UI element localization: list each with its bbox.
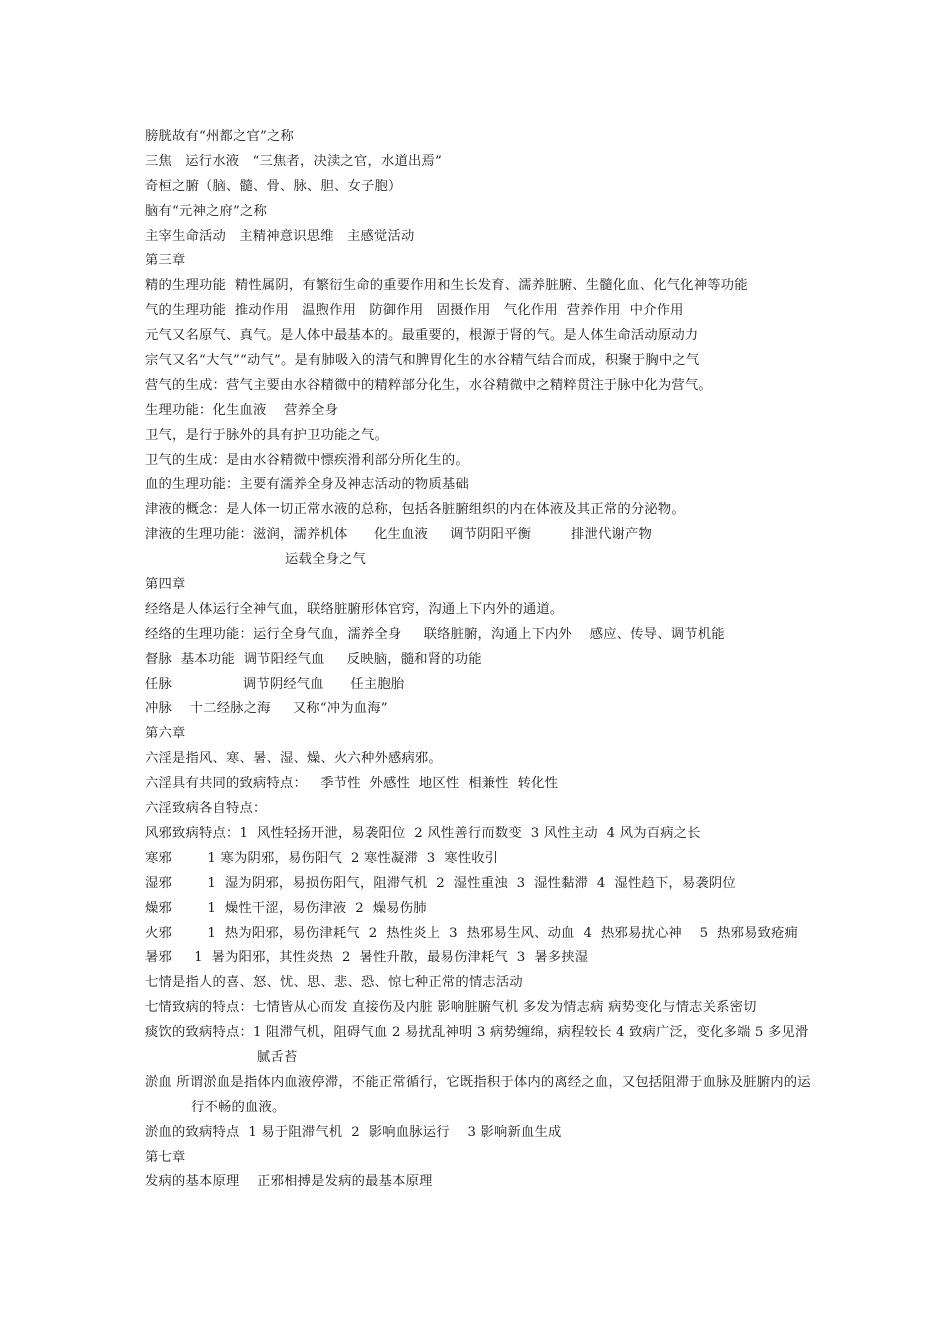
text-line: 湿邪 1 湿为阴邪，易损伤阳气，阻滞气机 2 湿性重浊 3 湿性黏滞 4 湿性趋下，易袭阴位 (145, 875, 736, 891)
text-line: 六淫是指风、寒、暑、湿、燥、火六种外感病邪。 (145, 751, 442, 767)
text-line: 生理功能：化生血液 营养全身 (145, 402, 339, 418)
chapter-heading: 第四章 (145, 577, 186, 593)
text-line: 营气的生成：营气主要由水谷精微中的精粹部分化生，水谷精微中之精粹贯注于脉中化为营气。 (145, 377, 712, 393)
text-line: 精的生理功能 精性属阴，有繁衍生命的重要作用和生长发育、濡养脏腑、生髓化血、化气化神等功能 (145, 278, 748, 294)
text-line: 卫气，是行于脉外的具有护卫功能之气。 (145, 427, 388, 443)
text-line: 寒邪 1 寒为阴邪，易伤阳气 2 寒性凝滞 3 寒性收引 (145, 850, 499, 866)
text-paragraph: 痰饮的致病特点：1 阻滞气机，阻碍气血 2 易扰乱神明 3 病势缠绵，病程较长 4 致病广泛，变化多端 5 多见滑腻舌苔 (145, 1025, 809, 1065)
text-line-indented: 运载全身之气 (285, 552, 366, 568)
text-line: 津液的生理功能：滋润，濡养机体 化生血液 调节阴阳平衡 排泄代谢产物 (145, 527, 652, 543)
text-line: 淤血的致病特点 1 易于阻滞气机 2 影响血脉运行 3 影响新血生成 (145, 1124, 562, 1140)
text-line: 七情是指人的喜、怒、忧、思、悲、恐、惊七种正常的情志活动 (145, 975, 523, 991)
text-line: 任脉 调节阴经气血 任主胞胎 (145, 676, 405, 692)
text-line: 经络的生理功能：运行全身气血，濡养全身 联络脏腑，沟通上下内外 感应、传导、调节机能 (145, 626, 725, 642)
text-paragraph: 淤血 所谓淤血是指体内血液停滞，不能正常循行，它既指积于体内的离经之血，又包括阻滞于血脉及脏腑内的运行不畅的血液。 (145, 1074, 811, 1115)
chapter-heading: 第三章 (145, 253, 186, 269)
text-line: 督脉 基本功能 调节阳经气血 反映脑，髓和肾的功能 (145, 651, 482, 667)
text-line: 燥邪 1 燥性干涩，易伤津液 2 燥易伤肺 (145, 900, 427, 916)
text-line: 风邪致病特点：1 风性轻扬开泄，易袭阳位 2 风性善行而数变 3 风性主动 4 风为百病之长 (145, 825, 701, 841)
text-line: 膀胱故有“州都之官”之称 (145, 129, 294, 144)
text-line: 气的生理功能 推动作用 温煦作用 防御作用 固摄作用 气化作用 营养作用 中介作用 (145, 303, 684, 319)
text-line: 六淫致病各自特点： (145, 801, 267, 817)
text-line: 经络是人体运行全神气血，联络脏腑形体官窍，沟通上下内外的通道。 (145, 601, 564, 617)
text-line: 血的生理功能：主要有濡养全身及神志活动的物质基础 (145, 477, 469, 493)
text-line: 冲脉 十二经脉之海 又称“冲为血海” (145, 701, 388, 717)
text-line: 宗气又名“大气”“动气”。是有肺吸入的清气和脾胃化生的水谷精气结合而成，积聚于胸中之气 (145, 353, 700, 369)
text-line: 元气又名原气、真气。是人体中最基本的。最重要的，根源于肾的气。是人体生命活动原动力 (145, 328, 699, 344)
text-line: 脑有“元神之府”之称 (145, 203, 267, 219)
text-line: 卫气的生成：是由水谷精微中慓疾滑利部分所化生的。 (145, 452, 469, 468)
text-line: 暑邪 1 暑为阳邪，其性炎热 2 暑性升散，最易伤津耗气 3 暑多挟湿 (145, 950, 589, 966)
text-line: 发病的基本原理 正邪相搏是发病的最基本原理 (145, 1174, 433, 1190)
text-line: 火邪 1 热为阳邪，易伤津耗气 2 热性炎上 3 热邪易生风、动血 4 热邪易扰心神 5 热邪易致疮痈 (145, 925, 799, 941)
text-line: 主宰生命活动 主精神意识思维 主感觉活动 (145, 228, 415, 244)
document-page (145, 125, 815, 1195)
text-line: 六淫具有共同的致病特点： 季节性 外感性 地区性 相兼性 转化性 (145, 776, 559, 792)
text-paragraph: 七情致病的特点：七情皆从心而发 直接伤及内脏 影响脏腑气机 多发为情志病 病势变化与情志关系密切 (145, 1000, 757, 1016)
text-line: 奇桓之腑（脑、髓、骨、脉、胆、女子胞） (145, 178, 402, 194)
chapter-heading: 第六章 (145, 726, 186, 742)
text-line: 三焦 运行水液 “三焦者，决渎之官，水道出焉” (145, 153, 442, 169)
chapter-heading: 第七章 (145, 1149, 186, 1165)
text-line: 津液的概念：是人体一切正常水液的总称，包括各脏腑组织的内在体液及其正常的分泌物。 (145, 502, 685, 518)
